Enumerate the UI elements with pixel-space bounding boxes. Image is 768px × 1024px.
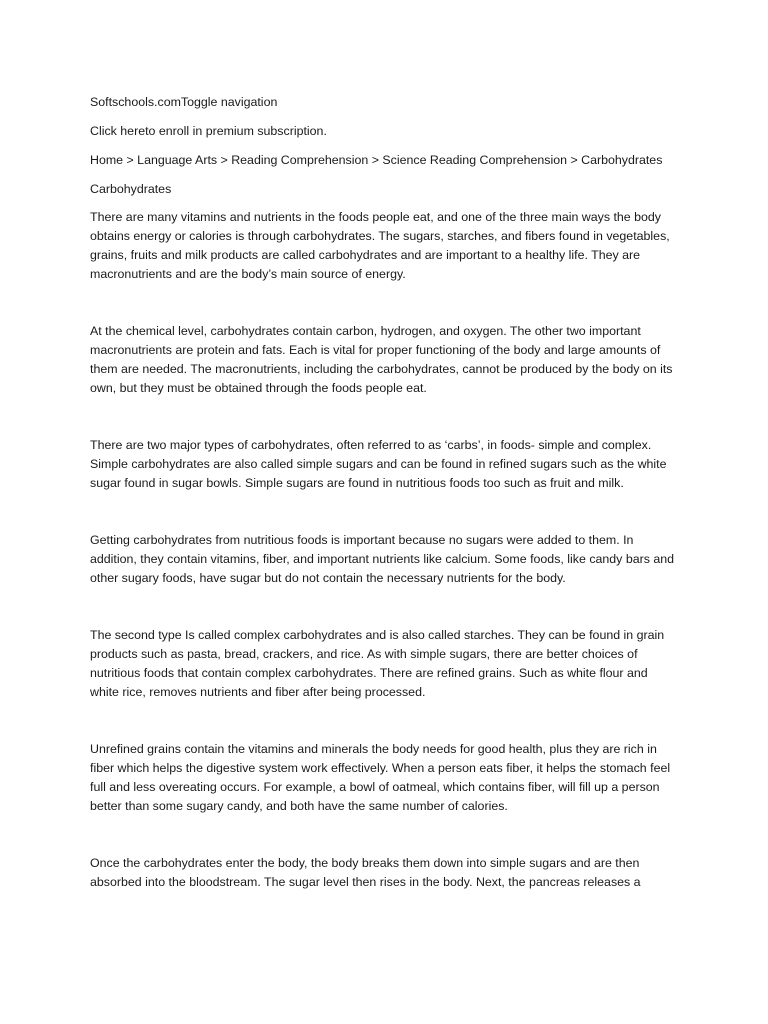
document-page [90,93,680,892]
article-paragraph-6: Unrefined grains contain the vitamins and minerals the body needs for good health, plus they are rich in fiber which helps the digestive system work effectively. When a person eats fiber, it helps the stomach feel full and less overeating occurs. For example, a bowl of oatmeal, which contains fiber, will fill up a person better than some sugary candy, and both have the same number of calories. [90,742,671,813]
breadcrumb-text: Home > Language Arts > Reading Comprehension > Science Reading Comprehension > Carbohydrates [90,153,663,167]
enroll-text: Click hereto enroll in premium subscription. [90,124,327,138]
page-title-text: Carbohydrates [90,182,172,196]
breadcrumb[interactable] [90,151,680,170]
enroll-line[interactable] [90,122,680,141]
article-paragraph-4: Getting carbohydrates from nutritious foods is important because no sugars were added to them. In addition, they contain vitamins, fiber, and important nutrients like calcium. Some foods, like candy bars and other sugary foods, have sugar but do not contain the necessary nutrients for the body. [90,533,675,585]
article-paragraph-1: There are many vitamins and nutrients in the foods people eat, and one of the three main ways the body obtains energy or calories is through carbohydrates. The sugars, starches, and fibers found in vegetables, grains, fruits and milk products are called carbohydrates and are important to a healthy life. They are macronutrients and are the body’s main source of energy. [90,210,670,281]
article-paragraph-5: The second type Is called complex carbohydrates and is also called starches. They can be found in grain products such as pasta, bread, crackers, and rice. As with simple sugars, there are better choices of nutritious foods that contain complex carbohydrates. There are refined grains. Such as white flour and white rice, removes nutrients and fiber after being processed. [90,628,665,699]
article-body [90,208,680,892]
site-header-text: Softschools.comToggle navigation [90,95,278,109]
article-paragraph-7: Once the carbohydrates enter the body, the body breaks them down into simple sugars and are then absorbed into the bloodstream. The sugar level then rises in the body. Next, the pancreas releases a [90,856,641,889]
article-paragraph-2: At the chemical level, carbohydrates contain carbon, hydrogen, and oxygen. The other two important macronutrients are protein and fats. Each is vital for proper functioning of the body and large amounts of them are needed. The macronutrients, including the carbohydrates, cannot be produced by the body on its own, but they must be obtained through the foods people eat. [90,324,673,395]
article-paragraph-3: There are two major types of carbohydrates, often referred to as ‘carbs’, in foods- simple and complex. Simple carbohydrates are also called simple sugars and can be found in refined sugars such as the white sugar found in sugar bowls. Simple sugars are found in nutritious foods too such as fruit and milk. [90,438,667,490]
page-title [90,180,680,199]
site-header-line[interactable] [90,93,680,112]
